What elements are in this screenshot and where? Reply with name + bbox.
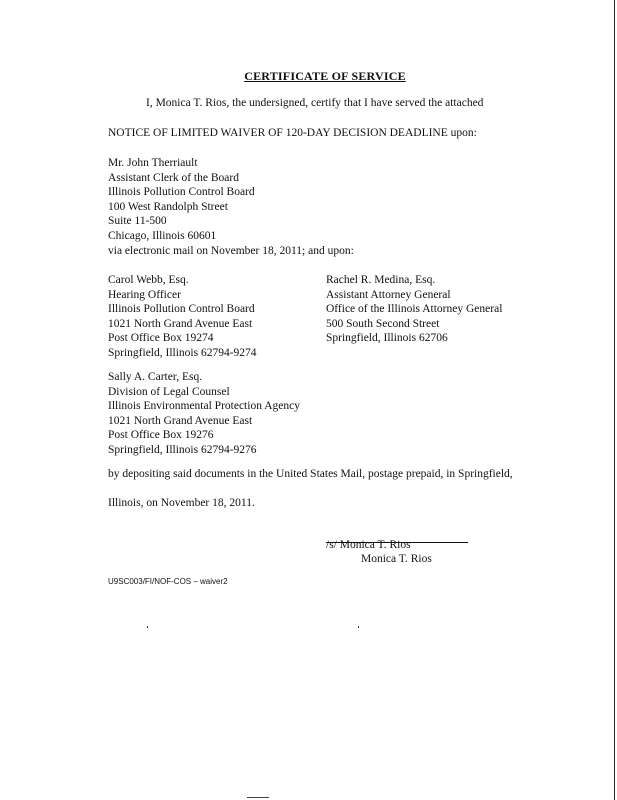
address-line: Mr. John Therriault xyxy=(108,157,198,169)
intro-line: I, Monica T. Rios, the undersigned, certify that I have served the attached xyxy=(146,97,484,109)
address-block-hearing-officer xyxy=(108,273,257,361)
address-line: 1021 North Grand Avenue East xyxy=(108,317,253,330)
signature-signed: /s/ Monica T. Rios xyxy=(326,539,411,551)
address-line: Division of Legal Counsel xyxy=(108,385,230,398)
signature-rule xyxy=(326,542,468,543)
address-line: Illinois Pollution Control Board xyxy=(108,186,255,199)
scan-speck xyxy=(247,797,269,798)
address-line: Hearing Officer xyxy=(108,288,181,301)
via-line: via electronic mail on November 18, 2011; and upon: xyxy=(108,245,354,257)
address-line: Post Office Box 19276 xyxy=(108,429,214,442)
address-line: Office of the Illinois Attorney General xyxy=(326,303,503,316)
date-line: Illinois, on November 18, 2011. xyxy=(108,497,255,509)
address-line: Springfield, Illinois 62794-9276 xyxy=(108,443,257,456)
address-line: Sally A. Carter, Esq. xyxy=(108,371,203,383)
document-code-footer: U9SC003/FI/NOF-COS – waiver2 xyxy=(108,577,228,586)
scan-speck xyxy=(147,626,148,628)
scan-edge xyxy=(614,0,615,800)
address-line: Assistant Clerk of the Board xyxy=(108,171,239,184)
address-block-clerk xyxy=(108,156,255,244)
certificate-title: CERTIFICATE OF SERVICE xyxy=(244,69,406,83)
address-line: Carol Webb, Esq. xyxy=(108,274,189,286)
address-line: Chicago, Illinois 60601 xyxy=(108,229,217,242)
address-line: Illinois Pollution Control Board xyxy=(108,303,255,316)
signature-printed-name: Monica T. Rios xyxy=(361,553,432,565)
address-line: Springfield, Illinois 62706 xyxy=(326,332,448,345)
address-line: Suite 11-500 xyxy=(108,215,167,228)
address-line: Post Office Box 19274 xyxy=(108,332,214,345)
address-line: 100 West Randolph Street xyxy=(108,200,228,213)
address-line: Rachel R. Medina, Esq. xyxy=(326,274,436,286)
address-block-legal-counsel xyxy=(108,370,300,458)
address-line: Assistant Attorney General xyxy=(326,288,451,301)
address-line: 1021 North Grand Avenue East xyxy=(108,414,253,427)
notice-line: NOTICE OF LIMITED WAIVER OF 120-DAY DECISION DEADLINE upon: xyxy=(108,127,477,139)
address-line: 500 South Second Street xyxy=(326,317,440,330)
address-line: Springfield, Illinois 62794-9274 xyxy=(108,346,257,359)
address-block-attorney-general xyxy=(326,273,502,346)
deposit-line: by depositing said documents in the United States Mail, postage prepaid, in Springfield, xyxy=(108,468,513,480)
address-line: Illinois Environmental Protection Agency xyxy=(108,400,300,413)
scan-speck xyxy=(358,626,359,628)
